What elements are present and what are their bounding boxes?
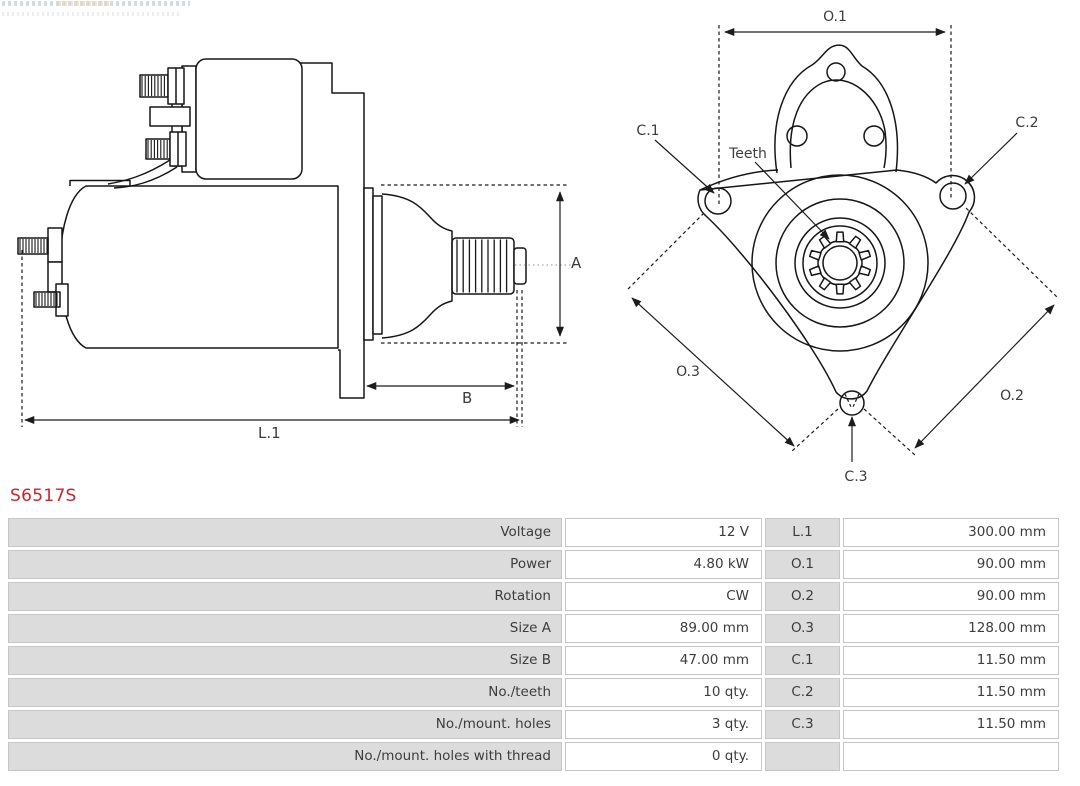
dim-label-c1: C.1 [636,123,660,139]
starter-front-view [698,45,974,415]
leader-teeth [755,162,829,239]
spec-label-cell: No./teeth [8,678,562,707]
part-number: S6517S [10,486,77,506]
spec-value-cell: CW [565,582,762,611]
dimension-value-cell: 11.50 mm [843,678,1059,707]
spec-value-cell: 10 qty. [565,678,762,707]
spec-label-cell: Voltage [8,518,562,547]
bell-housing [775,45,898,173]
pinion-gear-front [810,232,871,294]
dim-label-a: A [571,254,582,272]
nose-flange [373,196,382,334]
dimension-label-cell: O.2 [765,582,840,611]
dimension-label-cell [765,742,840,771]
terminal-studs [18,228,68,316]
dim-line-o2 [915,305,1054,448]
dimension-label-cell: C.3 [765,710,840,739]
mount-hole-c1 [705,188,731,214]
dimension-value-cell: 11.50 mm [843,710,1059,739]
dim-label-b: B [462,389,473,407]
drive-pinion [382,194,526,338]
dim-label-o1: O.1 [823,9,847,25]
dim-label-o2: O.2 [1000,388,1024,404]
dim-label-c3: C.3 [844,469,868,485]
spec-label-cell: Rotation [8,582,562,611]
dim-label-o3: O.3 [676,364,700,380]
dimension-label-cell: C.1 [765,646,840,675]
dimension-label-cell: C.2 [765,678,840,707]
spec-value-cell: 4.80 kW [565,550,762,579]
spec-label-cell: Size B [8,646,562,675]
spec-value-cell: 89.00 mm [565,614,762,643]
teeth-label: Teeth [729,146,767,162]
spec-label-cell: No./mount. holes [8,710,562,739]
spec-value-cell: 12 V [565,518,762,547]
flange-ring-outer [752,175,928,351]
dim-line-o3 [632,298,794,446]
dimension-label-cell: O.3 [765,614,840,643]
mount-hole-c2 [940,183,966,209]
dimension-value-cell: 300.00 mm [843,518,1059,547]
leader-c1 [655,140,714,193]
spec-value-cell: 3 qty. [565,710,762,739]
spec-label-cell: Power [8,550,562,579]
spec-value-cell: 0 qty. [565,742,762,771]
dim-label-c2: C.2 [1015,115,1039,131]
solenoid [108,59,302,188]
dimension-label-cell: L.1 [765,518,840,547]
spec-label-cell: No./mount. holes with thread [8,742,562,771]
dim-label-l1: L.1 [258,424,281,442]
mount-hole-c3 [840,391,864,415]
dimension-value-cell: 90.00 mm [843,550,1059,579]
spec-label-cell: Size A [8,614,562,643]
nose-flange [364,188,373,340]
dimension-value-cell [843,742,1059,771]
dimension-value-cell: 128.00 mm [843,614,1059,643]
spec-value-cell: 47.00 mm [565,646,762,675]
motor-body [60,186,338,348]
starter-side-view [18,59,526,398]
dimension-value-cell: 90.00 mm [843,582,1059,611]
dimension-label-cell: O.1 [765,550,840,579]
leader-c2 [965,133,1017,184]
spec-table [8,518,1059,771]
dimension-value-cell: 11.50 mm [843,646,1059,675]
